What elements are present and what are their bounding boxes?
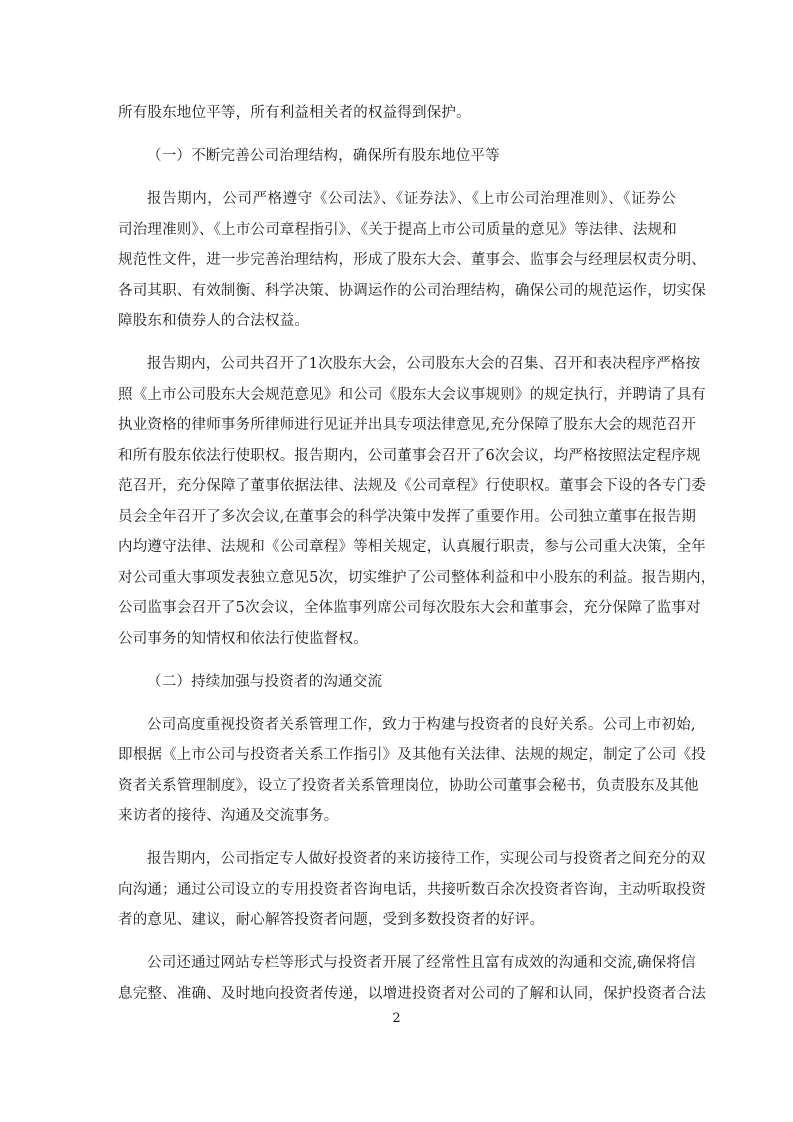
text-line: 报告期内，公司指定专人做好投资者的来访接待工作，实现公司与投资者之间充分的双: [147, 851, 706, 867]
paragraph-investor-reception: [118, 844, 706, 936]
text-line: 和所有股东依法行使职权。报告期内，公司董事会召开了6次会议，均严格按照法定程序规: [118, 447, 701, 464]
section-heading-2: [118, 667, 676, 698]
text-line: 各司其职、有效制衡、科学决策、协调运作的公司治理结构，确保公司的规范运作，切实保: [118, 282, 706, 299]
text-line: 息完整、准确、及时地向投资者传递，以增进投资者对公司的了解和认同，保护投资者合法: [118, 985, 706, 1002]
text-line: 执业资格的律师事务所律师进行见证并出具专项法律意见,充分保障了股东大会的规范召开: [118, 417, 697, 433]
heading-text: （一）不断完善公司治理结构，确保所有股东地位平等: [147, 148, 500, 164]
section-heading-1: [118, 141, 676, 172]
text-line: 报告期内，公司严格遵守《公司法》、《证券法》、《上市公司治理准则》、《证券公: [147, 191, 676, 207]
page-number: 2: [392, 1011, 401, 1026]
text-line: 员会全年召开了多次会议,在董事会的科学决策中发挥了重要作用。公司独立董事在报告期: [118, 508, 697, 525]
paragraph-investor-relations: [118, 710, 706, 832]
text-line: 即根据《上市公司与投资者关系工作指引》及其他有关法律、法规的规定，制定了公司《投: [118, 747, 706, 763]
paragraph-governance: [118, 184, 706, 337]
text-line: 公司监事会召开了5次会议，全体监事列席公司每次股东大会和董事会，充分保障了监事对: [118, 600, 701, 616]
text-line: 者的意见、建议，耐心解答投资者问题，受到多数投资者的好评。: [118, 912, 545, 928]
text-line: 向沟通；通过公司设立的专用投资者咨询电话，共接听数百余次投资者咨询，主动听取投资: [118, 881, 706, 898]
text-line: 资者关系管理制度》，设立了投资者关系管理岗位，协助公司董事会秘书，负责股东及其他: [118, 777, 699, 794]
text-line: 公司高度重视投资者关系管理工作，致力于构建与投资者的良好关系。公司上市初始,: [147, 716, 696, 733]
text-line: 规范性文件，进一步完善治理结构，形成了股东大会、董事会、监事会与经理层权责分明、: [118, 252, 706, 268]
text-line: 范召开，充分保障了董事依据法律、法规及《公司章程》行使职权。董事会下设的各专门委: [118, 478, 706, 494]
text-line: 报告期内，公司共召开了1次股东大会，公司股东大会的召集、召开和表决程序严格按: [147, 356, 701, 372]
text-line: 公司还通过网站专栏等形式与投资者开展了经常性且富有成效的沟通和交流,确保将信: [147, 955, 696, 971]
text-line: 对公司重大事项发表独立意见5次，切实维护了公司整体利益和中小股东的利益。报告期内，: [118, 569, 716, 586]
text-line: 照《上市公司股东大会规范意见》和公司《股东大会议事规则》的规定执行，并聘请了具有: [118, 386, 706, 403]
document-body: [118, 98, 716, 1022]
paragraph-intro-tail: [118, 98, 676, 129]
text-line: 内均遵守法律、法规和《公司章程》等相关规定，认真履行职责，参与公司重大决策，全年: [118, 539, 706, 555]
paragraph-meetings: [118, 349, 716, 654]
text-line: 司治理准则》、《上市公司章程指引》、《关于提高上市公司质量的意见》等法律、法规和: [118, 221, 677, 238]
text-line: 障股东和债券人的合法权益。: [118, 313, 310, 329]
paragraph-website-communication: [118, 948, 706, 1009]
text-line: 公司事务的知情权和依法行使监督权。: [118, 630, 368, 647]
text-line: 所有股东地位平等，所有利益相关者的权益得到保护。: [118, 105, 471, 121]
heading-text: （二）持续加强与投资者的沟通交流: [147, 673, 383, 690]
text-line: 来访者的接待、沟通及交流事务。: [118, 808, 339, 824]
